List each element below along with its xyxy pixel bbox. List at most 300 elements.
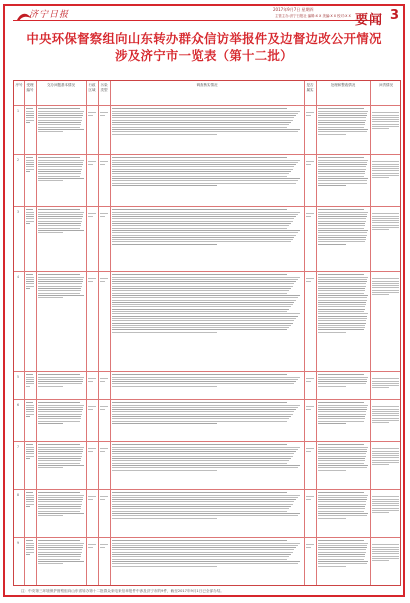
text-line (112, 293, 287, 294)
text-line (318, 214, 367, 215)
text-line (38, 277, 84, 278)
text-line (372, 415, 399, 416)
table-text-block (38, 208, 84, 248)
text-line (26, 386, 30, 387)
text-line (318, 302, 366, 303)
text-line (306, 115, 311, 116)
text-line (318, 235, 367, 236)
text-line (372, 213, 399, 214)
table-text-block (38, 107, 84, 147)
text-line (306, 547, 311, 548)
text-line (26, 288, 30, 289)
text-line (112, 508, 289, 509)
text-line (318, 286, 366, 287)
table-header-cell: 污染类型 (100, 83, 108, 92)
text-line (112, 566, 217, 567)
text-line (38, 164, 83, 165)
table-short-value (88, 405, 96, 413)
column-divider (316, 81, 317, 585)
text-line (38, 540, 80, 541)
text-line (26, 120, 34, 121)
row-divider (14, 489, 400, 490)
text-line (26, 456, 34, 457)
text-line (88, 378, 96, 379)
text-line (318, 383, 366, 384)
text-line (38, 173, 81, 174)
text-line (112, 239, 293, 240)
text-line (318, 460, 365, 461)
text-line (100, 164, 105, 165)
text-line (372, 281, 399, 282)
text-line (306, 164, 311, 165)
text-line (112, 244, 217, 245)
text-line (26, 497, 34, 498)
text-line (38, 405, 84, 406)
text-line (38, 230, 84, 231)
table-short-value (372, 447, 400, 477)
text-line (112, 411, 294, 412)
text-line (38, 122, 81, 123)
text-line (112, 134, 217, 135)
row-number: 5 (17, 375, 20, 379)
table-text-block (38, 539, 84, 579)
text-line (26, 166, 34, 167)
text-line (112, 117, 294, 118)
text-line (38, 444, 80, 445)
text-line (112, 225, 289, 226)
text-line (318, 221, 366, 222)
text-line (372, 115, 399, 116)
text-line (372, 510, 399, 511)
text-line (318, 552, 366, 553)
text-line (26, 164, 34, 165)
text-line (26, 122, 30, 123)
text-line (318, 327, 365, 328)
text-line (38, 552, 82, 553)
text-line (112, 108, 287, 109)
text-line (318, 320, 366, 321)
text-line (372, 455, 399, 456)
table-header-cell: 受理编号 (26, 83, 34, 92)
text-line (26, 451, 34, 452)
table-short-value (306, 160, 314, 168)
text-line (112, 386, 217, 387)
text-line (372, 556, 399, 557)
text-line (306, 378, 314, 379)
text-line (372, 499, 399, 500)
table-header-cell: 调查核实情况 (196, 83, 218, 87)
text-line (112, 460, 289, 461)
text-line (306, 112, 314, 113)
text-line (112, 463, 287, 464)
text-line (88, 406, 96, 407)
text-line (26, 277, 34, 278)
text-line (112, 377, 300, 378)
table-text-block (112, 443, 302, 487)
row-divider (14, 399, 400, 400)
text-line (38, 225, 81, 226)
text-line (372, 409, 399, 410)
text-line (112, 180, 298, 181)
text-line (318, 173, 365, 174)
text-line (100, 112, 108, 113)
text-line (26, 157, 33, 158)
text-line (318, 218, 366, 219)
text-line (38, 129, 84, 130)
text-line (112, 131, 298, 132)
table-text-block (26, 539, 34, 565)
table-text-block (112, 373, 302, 397)
table-header-cell: 序号 (15, 83, 23, 87)
text-line (112, 549, 294, 550)
table-short-value (372, 495, 400, 525)
text-line (372, 558, 399, 559)
headline-line-1: 中央环保督察组向山东转办群众信访举报件及边督边改公开情况 (26, 31, 382, 46)
text-line (112, 423, 217, 424)
table-text-block (26, 491, 34, 517)
row-divider (14, 271, 400, 272)
table-text-block (38, 373, 84, 397)
table-header-cell: 是否属实 (306, 83, 314, 92)
text-line (372, 460, 399, 461)
table-short-value (88, 447, 96, 455)
text-line (38, 228, 80, 229)
text-line (372, 551, 399, 552)
text-line (38, 501, 82, 502)
table-short-value (372, 111, 400, 141)
text-line (372, 283, 399, 284)
text-line (318, 157, 364, 158)
text-line (38, 160, 84, 161)
text-line (88, 544, 96, 545)
text-line (112, 277, 300, 278)
text-line (318, 381, 367, 382)
text-line (100, 499, 105, 500)
text-line (318, 124, 365, 125)
text-line (38, 117, 82, 118)
text-line (318, 108, 364, 109)
text-line (26, 374, 33, 375)
text-line (26, 274, 33, 275)
text-line (372, 126, 399, 127)
text-line (112, 302, 294, 303)
table-short-value (100, 495, 108, 503)
table-text-block (26, 107, 34, 133)
text-line (38, 556, 81, 557)
text-line (318, 178, 368, 179)
text-line (26, 504, 34, 505)
newspaper-logo-text: 济宁日报 (29, 10, 70, 20)
text-line (38, 281, 83, 282)
text-line (372, 457, 399, 458)
text-line (372, 508, 399, 509)
row-number: 8 (17, 493, 20, 497)
table-short-value (88, 212, 96, 220)
text-line (38, 176, 80, 177)
text-line (38, 290, 81, 291)
text-line (112, 288, 291, 289)
text-line (26, 221, 34, 222)
text-line (112, 416, 291, 417)
text-line (38, 178, 84, 179)
text-line (372, 544, 399, 545)
text-line (372, 413, 399, 414)
text-line (318, 127, 364, 128)
text-line (26, 506, 30, 507)
text-line (100, 281, 105, 282)
text-line (88, 213, 96, 214)
table-header-cell: 问责情况 (379, 83, 393, 87)
table-short-value (372, 160, 400, 190)
text-line (88, 278, 96, 279)
text-line (26, 411, 34, 412)
text-line (318, 244, 346, 245)
text-line (112, 162, 298, 163)
text-line (112, 329, 287, 330)
text-line (318, 563, 367, 564)
text-line (318, 309, 365, 310)
table-header-cell: 交办问题基本情况 (47, 83, 75, 87)
table-short-value (88, 111, 96, 119)
text-line (112, 279, 298, 280)
text-line (112, 421, 287, 422)
text-line (112, 129, 300, 130)
text-line (112, 559, 287, 560)
column-divider (86, 81, 87, 585)
text-line (306, 213, 314, 214)
text-line (100, 547, 105, 548)
text-line (38, 127, 80, 128)
row-number: 7 (17, 445, 20, 449)
text-line (372, 503, 399, 504)
text-line (112, 501, 294, 502)
row-number: 6 (17, 403, 20, 407)
text-line (100, 161, 108, 162)
text-line (100, 406, 108, 407)
text-line (318, 411, 366, 412)
text-line (112, 164, 296, 165)
text-line (112, 458, 291, 459)
text-line (38, 460, 81, 461)
text-line (26, 444, 33, 445)
text-line (112, 178, 300, 179)
table-text-block (26, 273, 34, 299)
text-line (38, 232, 63, 233)
text-line (372, 418, 399, 419)
text-line (38, 120, 82, 121)
text-line (318, 281, 367, 282)
table-text-block (38, 156, 84, 196)
text-line (100, 378, 108, 379)
text-line (38, 547, 83, 548)
table-text-block (26, 373, 34, 397)
text-line (318, 559, 364, 560)
text-line (112, 327, 289, 328)
table-short-value (88, 277, 96, 285)
text-line (306, 216, 311, 217)
text-line (372, 464, 389, 465)
text-line (38, 379, 83, 380)
text-line (318, 449, 367, 450)
table-header-cell: 行政区域 (88, 83, 96, 92)
text-line (100, 381, 105, 382)
text-line (318, 232, 367, 233)
text-line (112, 456, 293, 457)
text-line (372, 453, 399, 454)
table-short-value (88, 160, 96, 168)
text-line (318, 325, 365, 326)
text-line (318, 122, 365, 123)
text-line (38, 166, 82, 167)
text-line (318, 316, 367, 317)
table-text-block (318, 539, 368, 585)
text-line (38, 411, 82, 412)
text-line (38, 423, 63, 424)
text-line (112, 124, 289, 125)
text-line (26, 169, 34, 170)
text-line (372, 124, 399, 125)
text-line (306, 281, 311, 282)
row-number: 4 (17, 275, 20, 279)
text-line (38, 212, 84, 213)
text-line (38, 286, 82, 287)
text-line (38, 124, 81, 125)
table-text-block (26, 401, 34, 427)
table-text-block (26, 208, 34, 234)
text-line (112, 281, 296, 282)
text-line (26, 108, 33, 109)
text-line (38, 511, 80, 512)
text-line (372, 112, 399, 113)
text-line (372, 170, 399, 171)
text-line (38, 506, 81, 507)
table-text-block (112, 539, 302, 585)
text-line (26, 223, 30, 224)
row-divider (14, 154, 400, 155)
text-line (26, 402, 33, 403)
text-line (318, 185, 346, 186)
text-line (318, 447, 368, 448)
text-line (38, 458, 81, 459)
text-line (88, 547, 93, 548)
table-short-value (88, 377, 96, 385)
text-line (26, 279, 34, 280)
text-line (318, 164, 367, 165)
text-line (38, 115, 83, 116)
text-line (372, 173, 399, 174)
text-line (26, 113, 34, 114)
text-line (372, 287, 399, 288)
text-line (112, 543, 300, 544)
page-number: 3 (389, 8, 399, 23)
text-line (38, 157, 80, 158)
text-line (88, 281, 93, 282)
text-line (112, 120, 293, 121)
header-divider (13, 20, 373, 21)
text-line (88, 409, 93, 410)
text-line (112, 283, 294, 284)
table-short-value (306, 111, 314, 119)
text-line (112, 323, 293, 324)
text-line (318, 506, 365, 507)
text-line (88, 115, 93, 116)
text-line (318, 304, 366, 305)
text-line (318, 458, 365, 459)
text-line (372, 119, 399, 120)
text-line (318, 318, 367, 319)
text-line (318, 511, 364, 512)
text-line (318, 237, 366, 238)
table-text-block (112, 401, 302, 439)
table-short-value (100, 447, 108, 455)
text-line (112, 169, 293, 170)
text-line (38, 504, 82, 505)
text-line (112, 465, 300, 466)
text-line (306, 544, 314, 545)
text-line (38, 223, 81, 224)
text-line (112, 122, 291, 123)
table-text-block (26, 443, 34, 469)
table-text-block (26, 156, 34, 182)
column-divider (36, 81, 37, 585)
row-divider (14, 371, 400, 372)
text-line (38, 453, 82, 454)
table-short-value (88, 543, 96, 551)
text-line (112, 506, 291, 507)
text-line (372, 381, 399, 382)
text-line (372, 496, 399, 497)
text-line (318, 176, 364, 177)
text-line (112, 556, 289, 557)
text-line (318, 504, 366, 505)
text-line (306, 496, 314, 497)
text-line (38, 513, 84, 514)
text-line (112, 447, 300, 448)
text-line (38, 463, 80, 464)
text-line (112, 320, 294, 321)
row-divider (14, 441, 400, 442)
text-line (318, 225, 365, 226)
table-text-block (38, 401, 84, 439)
text-line (318, 540, 364, 541)
column-divider (24, 81, 25, 585)
text-line (26, 499, 34, 500)
text-line (112, 223, 291, 224)
text-line (88, 451, 93, 452)
text-line (318, 467, 367, 468)
text-line (372, 175, 399, 176)
text-line (318, 293, 364, 294)
text-line (38, 449, 83, 450)
text-line (26, 286, 34, 287)
text-line (112, 166, 294, 167)
text-line (38, 407, 83, 408)
text-line (372, 128, 389, 129)
text-line (112, 241, 291, 242)
table-text-block (318, 401, 368, 439)
dateline: 2017年9月7日 星期四 (273, 7, 314, 12)
table-short-value (306, 277, 314, 285)
text-line (38, 456, 82, 457)
row-number: 3 (17, 210, 20, 214)
text-line (112, 230, 300, 231)
text-line (112, 221, 293, 222)
text-line (318, 444, 364, 445)
text-line (318, 416, 365, 417)
text-line (318, 545, 367, 546)
text-line (26, 545, 34, 546)
text-line (318, 405, 368, 406)
